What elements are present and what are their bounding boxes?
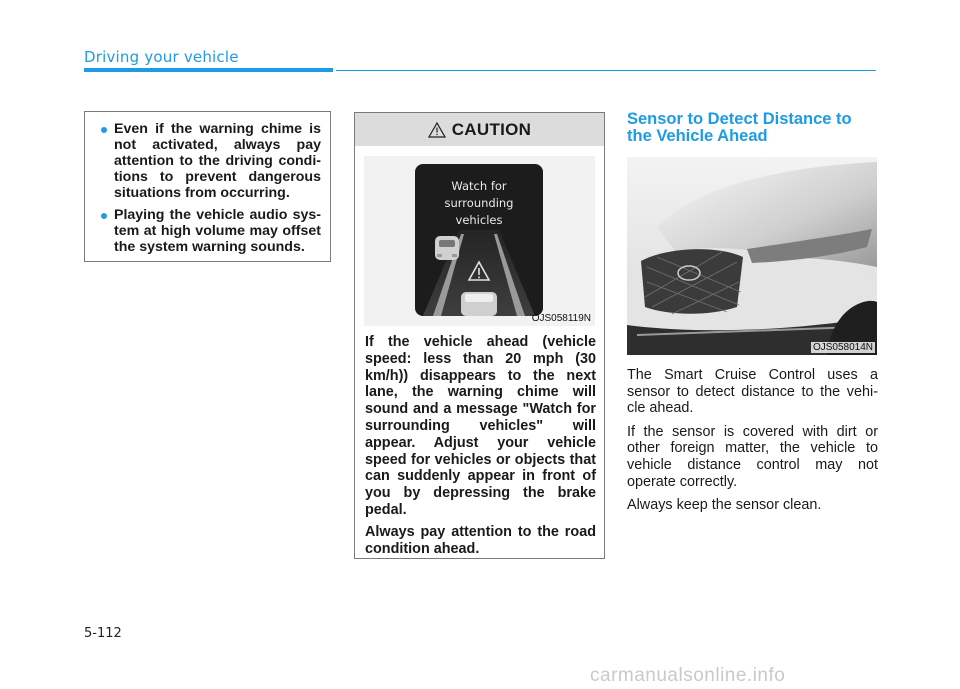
- figure-code: OJS058119N: [531, 313, 591, 324]
- page-number: 5-112: [84, 626, 122, 641]
- cluster-display-figure: [364, 156, 595, 326]
- bullet-item: [94, 121, 321, 201]
- section-heading: Sensor to Detect Distance to the Vehicle Ahead: [627, 110, 852, 145]
- instrument-cluster-display: [415, 164, 543, 316]
- photo-code: OJS058014N: [812, 342, 873, 353]
- vehicle-front-photo: [627, 157, 877, 355]
- sensor-body-text: [627, 367, 878, 521]
- warning-triangle-icon: [428, 122, 446, 138]
- caution-paragraph: If the vehicle ahead (vehicle speed: less than 20 mph (30 km/h)) disappears to the next lane, the warning chime will sound and a message "Watch for surrounding vehicles" will appear. Adjust your vehicle speed for vehicles or objects that can suddenly appear in front of you by depressing the brake pedal.: [365, 334, 596, 518]
- cluster-message-line: Watch for: [451, 179, 507, 193]
- bullet-dot-icon: [101, 213, 107, 219]
- header-rule-thin: [336, 70, 876, 71]
- body-paragraph: If the sensor is covered with dirt or other foreign matter, the vehicle to vehicle distance control may not operate correctly.: [627, 423, 878, 490]
- warning-bullet-box: [84, 111, 331, 262]
- section-title: Driving your vehicle: [84, 48, 239, 66]
- caution-box: [354, 112, 605, 559]
- caution-text: [365, 334, 596, 562]
- own-vehicle-icon: [461, 292, 497, 316]
- body-paragraph: The Smart Cruise Control uses a sensor to detect distance to the vehi-cle ahead.: [627, 367, 878, 417]
- car-front-illustration: [627, 157, 877, 355]
- bullet-item: [94, 207, 321, 255]
- caution-header: [355, 113, 604, 146]
- bullet-text: Playing the vehicle audio sys-tem at high volume may offset the system warning sounds.: [114, 207, 321, 255]
- cluster-message-line: vehicles: [455, 213, 503, 227]
- caution-title: CAUTION: [451, 119, 532, 139]
- bullet-text: Even if the warning chime is not activated, always pay attention to the driving condi-tions to prevent dangerous situations from occurring.: [114, 121, 321, 201]
- body-paragraph: Always keep the sensor clean.: [627, 497, 822, 514]
- bullet-dot-icon: [101, 127, 107, 133]
- car-ahead-icon: [435, 236, 459, 260]
- header-rule-thick: [84, 68, 333, 72]
- watermark: carmanualsonline.info: [590, 665, 786, 686]
- caution-paragraph: Always pay attention to the road condition ahead.: [365, 523, 596, 557]
- cluster-message-line: surrounding: [444, 196, 514, 210]
- lane-graphic: [415, 164, 543, 316]
